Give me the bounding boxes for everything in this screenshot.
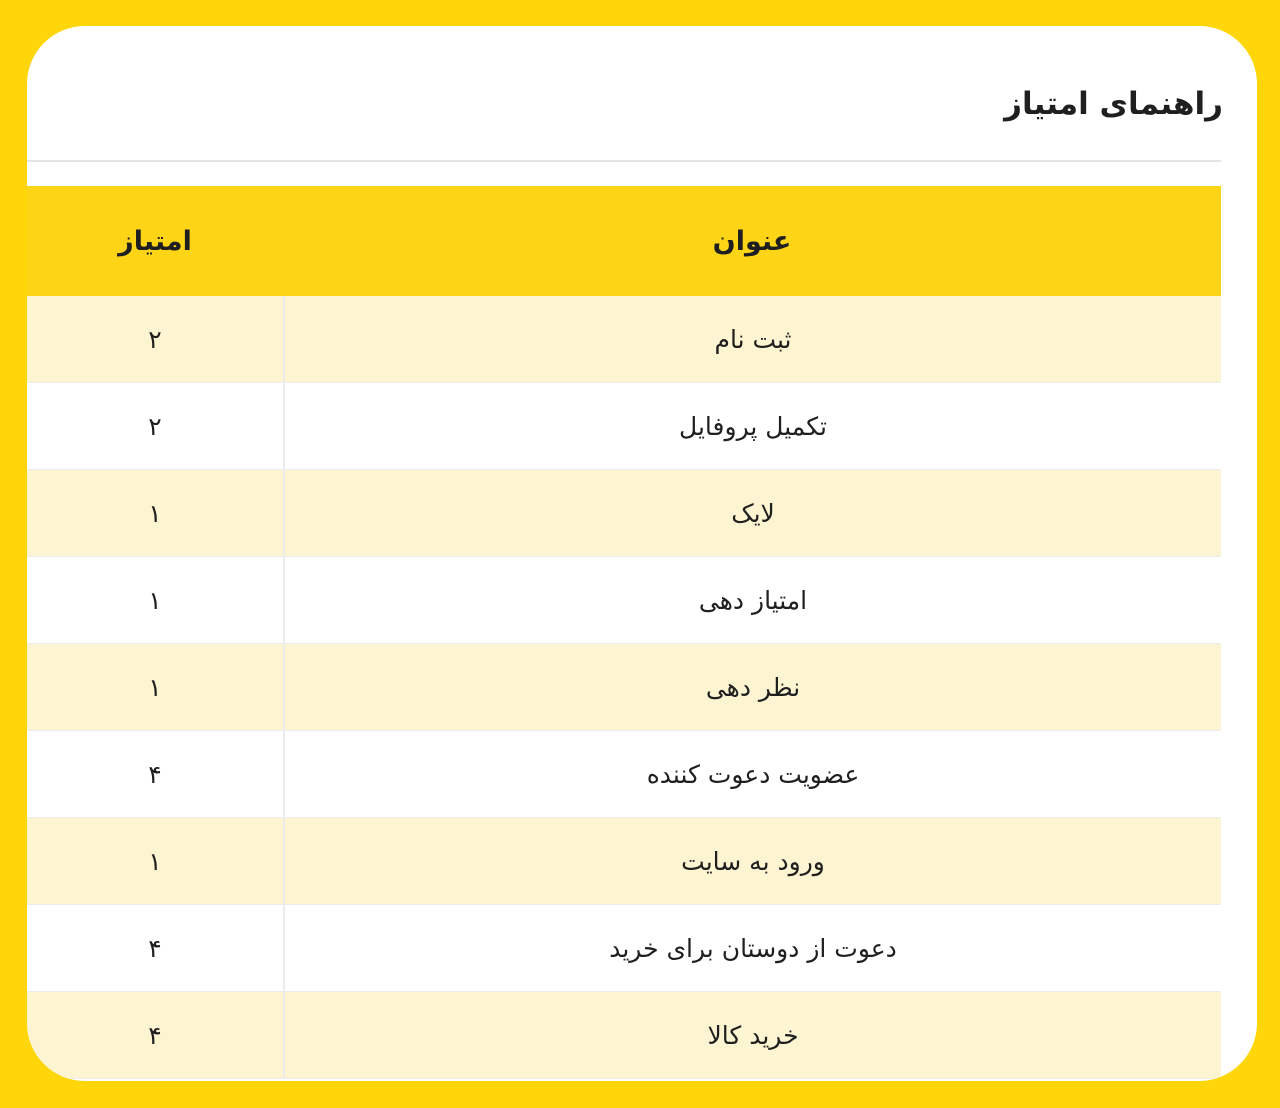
table-row: [27, 644, 1221, 731]
row-title: خرید کالا: [707, 1020, 799, 1050]
table-row: [27, 470, 1221, 557]
table-row: [27, 731, 1221, 818]
page-title: راهنمای امتیاز: [1004, 86, 1223, 122]
table-header-row: [27, 186, 1221, 296]
row-score: ۱: [27, 470, 285, 556]
row-score: ۲: [27, 296, 285, 382]
row-title: تکمیل پروفایل: [679, 411, 827, 441]
row-title: ورود به سایت: [681, 846, 825, 876]
table-row: [27, 383, 1221, 470]
table-row: [27, 818, 1221, 905]
table-body: [27, 296, 1221, 1079]
row-title: لایک: [731, 498, 775, 528]
row-score: ۴: [27, 731, 285, 817]
row-title: ثبت نام: [714, 324, 792, 354]
column-header-title: عنوان: [712, 225, 792, 257]
row-title: نظر دهی: [705, 672, 801, 702]
row-score: ۴: [27, 992, 285, 1078]
row-title: عضویت دعوت کننده: [646, 759, 860, 789]
divider: [27, 160, 1221, 162]
row-score: ۱: [27, 644, 285, 730]
row-score: ۱: [27, 818, 285, 904]
points-guide-card: [27, 26, 1257, 1081]
table-row: [27, 296, 1221, 383]
row-score: ۱: [27, 557, 285, 643]
points-table: [27, 186, 1221, 1079]
row-score: ۴: [27, 905, 285, 991]
row-title: دعوت از دوستان برای خرید: [609, 933, 897, 963]
table-row: [27, 557, 1221, 644]
row-score: ۲: [27, 383, 285, 469]
table-row: [27, 992, 1221, 1079]
table-row: [27, 905, 1221, 992]
column-header-score: امتیاز: [118, 225, 192, 257]
row-title: امتیاز دهی: [698, 585, 808, 615]
